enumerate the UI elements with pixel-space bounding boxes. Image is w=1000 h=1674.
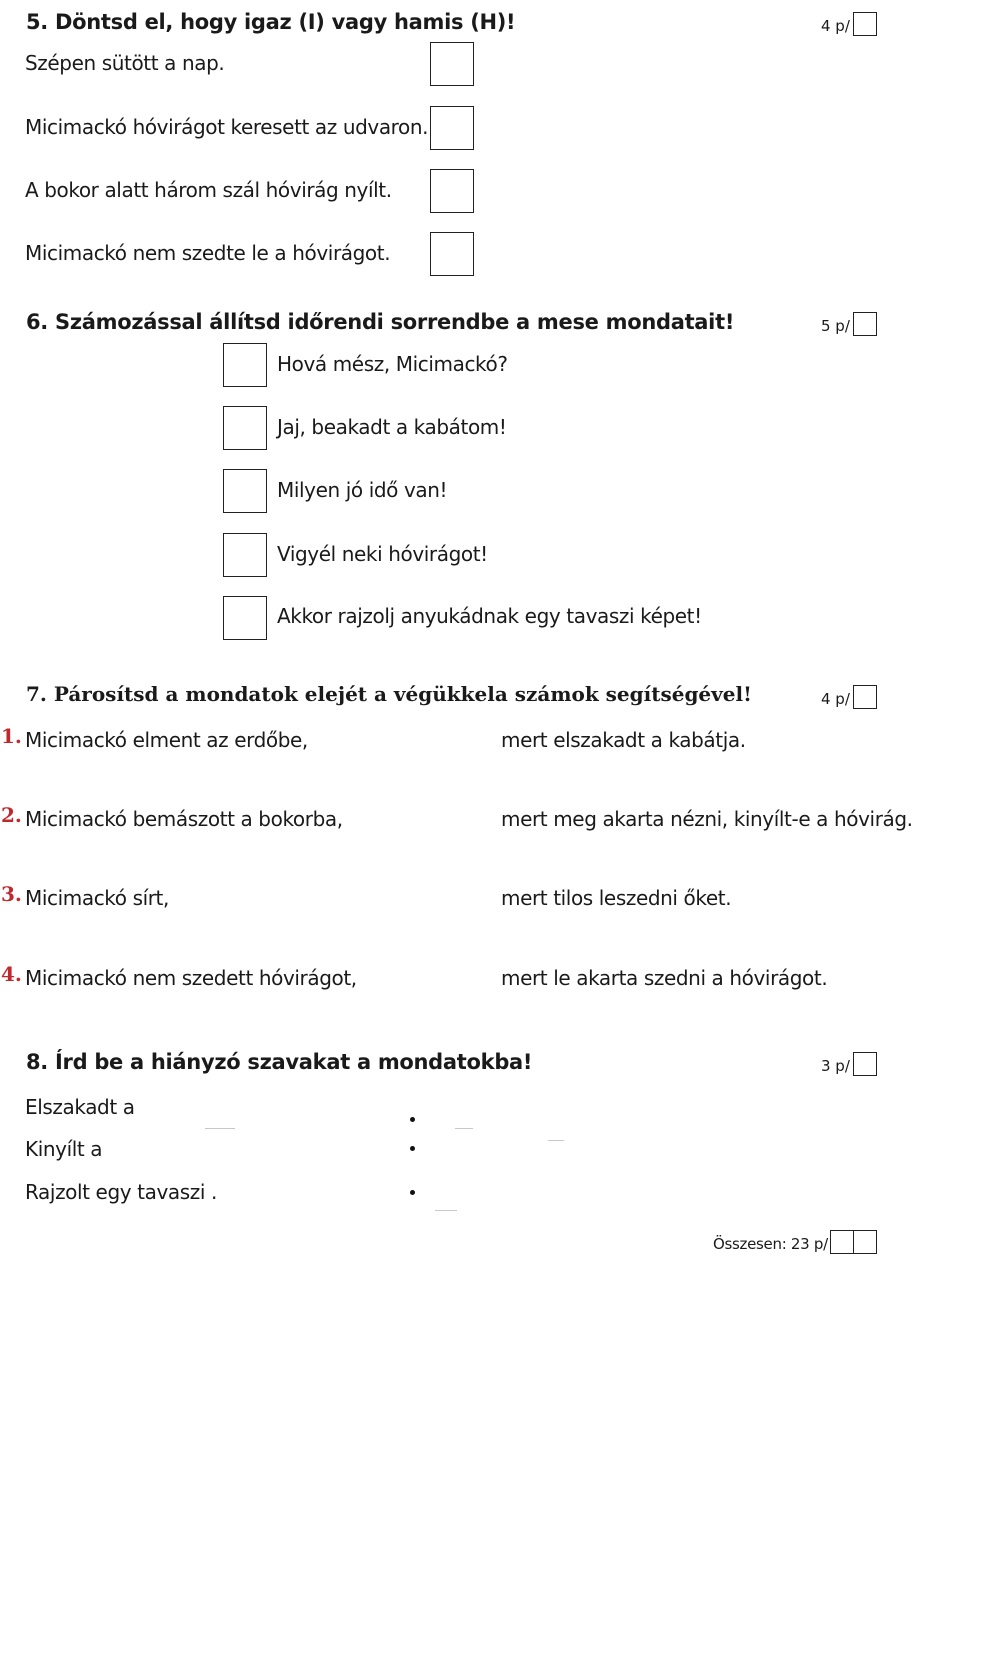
task5-score-box[interactable] [853,12,877,36]
task5-item-4: Micimackó nem szedte le a hóvirágot. [25,241,391,265]
task5-item-3: A bokor alatt három szál hóvirág nyílt. [25,178,392,202]
task7-ending-2: mert meg akarta nézni, kinyílt-e a hóvirág. [501,807,913,831]
task6-number-box-4[interactable] [223,533,267,577]
task5-item-1: Szépen sütött a nap. [25,51,225,75]
task6-number-box-1[interactable] [223,343,267,387]
task7-beginning-4: Micimackó nem szedett hóvirágot, [25,966,357,990]
task7-points: 4 p/ [821,690,850,708]
task7-score-box[interactable] [853,685,877,709]
task8-points: 3 p/ [821,1057,850,1075]
task7-title-part1: 7. Párosítsd a mondatok elejét a végükkel [26,682,495,706]
task7-beginning-1: Micimackó elment az erdőbe, [25,728,308,752]
task8-dot-3 [410,1190,415,1195]
task5-points: 4 p/ [821,17,850,35]
task6-score-box[interactable] [853,312,877,336]
task8-item-1: Elszakadt a [25,1095,135,1119]
task7-number-1: 1. [1,724,22,748]
task7-number-2: 2. [1,803,22,827]
task8-item-2: Kinyílt a [25,1137,103,1161]
task8-dot-1 [410,1117,415,1122]
task8-answer-line-1b[interactable] [455,1128,473,1129]
task5-title: 5. Döntsd el, hogy igaz (I) vagy hamis (H)! [26,10,516,34]
task5-answer-box-1[interactable] [430,42,474,86]
task8-answer-line-3[interactable] [435,1210,457,1211]
task8-score-box[interactable] [853,1052,877,1076]
task7-beginning-3: Micimackó sírt, [25,886,169,910]
task7-ending-4: mert le akarta szedni a hóvirágot. [501,966,828,990]
total-label: Összesen: 23 p/ [713,1235,828,1253]
task7-ending-3: mert tilos leszedni őket. [501,886,732,910]
task6-item-2: Jaj, beakadt a kabátom! [277,415,507,439]
total-score-box-2[interactable] [853,1230,877,1254]
task6-item-3: Milyen jó idő van! [277,478,448,502]
task7-title [26,682,752,706]
task8-title: 8. Írd be a hiányzó szavakat a mondatokba! [26,1050,533,1074]
task6-points: 5 p/ [821,317,850,335]
task5-item-2: Micimackó hóvirágot keresett az udvaron. [25,115,429,139]
task5-answer-box-3[interactable] [430,169,474,213]
task8-dot-2 [410,1146,415,1151]
task8-answer-line-1[interactable] [205,1128,235,1129]
task8-item-3: Rajzolt egy tavaszi . [25,1180,217,1204]
task7-title-part2: a számok segítségével! [494,682,752,706]
task8-answer-line-2[interactable] [548,1140,564,1141]
task5-answer-box-2[interactable] [430,106,474,150]
task6-number-box-2[interactable] [223,406,267,450]
task6-item-1: Hová mész, Micimackó? [277,352,508,376]
task6-number-box-3[interactable] [223,469,267,513]
task7-beginning-2: Micimackó bemászott a bokorba, [25,807,343,831]
task7-number-3: 3. [1,882,22,906]
task5-answer-box-4[interactable] [430,232,474,276]
task6-number-box-5[interactable] [223,596,267,640]
total-score-box-1[interactable] [830,1230,854,1254]
task7-number-4: 4. [1,962,22,986]
task6-title: 6. Számozással állítsd időrendi sorrendbe a mese mondatait! [26,310,735,334]
task7-ending-1: mert elszakadt a kabátja. [501,728,746,752]
task6-item-5: Akkor rajzolj anyukádnak egy tavaszi képet! [277,604,702,628]
task6-item-4: Vigyél neki hóvirágot! [277,542,488,566]
